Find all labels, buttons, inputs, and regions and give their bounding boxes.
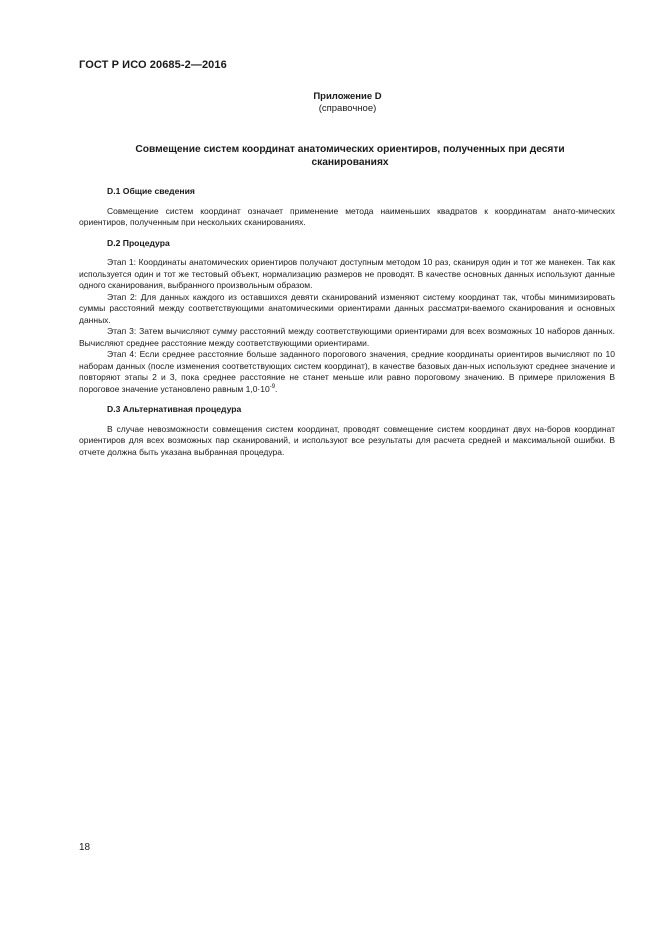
- section-d1: [79, 186, 615, 229]
- section-d3: [79, 404, 615, 458]
- paragraph: Этап 2: Для данных каждого из оставшихся девяти сканирований изменяют систему координат так, чтобы минимизировать суммы расстояний между соответствующими анатомическими ориентирами данных рассматри-ваемого сканирования и основных данных.: [79, 291, 615, 325]
- paragraph-trail: .: [275, 383, 278, 394]
- annex-note: (справочное): [318, 103, 377, 114]
- annex-title: Приложение D: [313, 91, 382, 102]
- exponent: -9: [269, 383, 276, 390]
- annex-main-title: Совмещение систем координат анатомических ориентиров, полученных при десяти сканированиях: [135, 144, 565, 168]
- section-d2: [79, 238, 615, 396]
- page-number: 18: [79, 842, 91, 853]
- paragraph-with-exponent: [79, 349, 615, 395]
- section-heading: D.1 Общие сведения: [107, 186, 195, 196]
- paragraph: Этап 1: Координаты анатомических ориентиров получают доступным методом 10 раз, сканируя один и тот же манекен. Так как используется один и тот же тестовый объект, нормализацию размеров не проводят. В качестве основных данных используют данные одного сканирования, выбранного произвольным образом.: [79, 257, 615, 290]
- paragraph: В случае невозможности совмещения систем координат, проводят совмещение систем координат двух на-боров координат ориентиров для всех возможных пар сканирований, и используют все результаты для расчета средней и максимальной ошибки. В отчете должна быть указана выбранная процедура.: [79, 423, 615, 457]
- paragraph: Совмещение систем координат означает применение метода наименьших квадратов к координатам анато-мических ориентиров, полученным при нескольких сканированиях.: [79, 205, 615, 227]
- paragraph-text: Этап 4: Если среднее расстояние больше заданного порогового значения, средние координаты ориентиров вычисляют по 10 наборам данных (после изменения соответствующих систем координат), в качестве базовых дан-ных используют среднее значение и повторяют этапы 2 и 3, пока среднее расстояние не станет меньше или равно пороговому значению. В примере приложения В пороговое значение установлено равным 1,0·10: [79, 349, 615, 394]
- paragraph: Этап 3: Затем вычисляют сумму расстояний между соответствующими ориентирами для всех возможных 10 наборов данных. Вычисляют среднее расстояние между соответствующими ориентирами.: [79, 326, 615, 348]
- annex-body: [79, 186, 615, 467]
- section-heading: D.2 Процедура: [107, 237, 170, 248]
- document-header: ГОСТ Р ИСО 20685-2—2016: [79, 59, 227, 71]
- section-heading: D.3 Альтернативная процедура: [107, 404, 242, 414]
